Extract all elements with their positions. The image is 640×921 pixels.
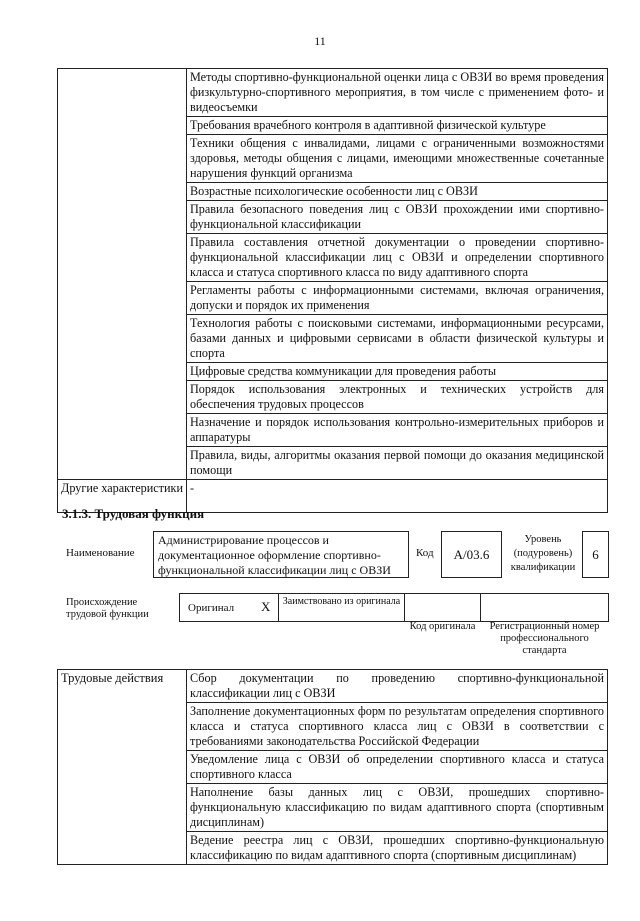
knowledge-item: Назначение и порядок использования контрольно-измерительных приборов и аппаратуры [187, 414, 608, 447]
function-name-box: Администрирование процессов и документационное оформление спортивно-функциональной классификации лиц с ОВЗИ [153, 531, 409, 578]
code-of-original-caption: Код оригинала [409, 621, 476, 632]
knowledge-item: Технология работы с поисковыми системами, информационными ресурсами, базами данных и цифровыми сервисами в области физической культуры и спорта [187, 315, 608, 363]
table-row [58, 69, 608, 117]
labor-actions-table [57, 669, 608, 865]
name-label: Наименование [66, 547, 135, 559]
page-number: 11 [314, 34, 326, 48]
empty-label-cell [58, 69, 187, 480]
knowledge-item: Цифровые средства коммуникации для проведения работы [187, 363, 608, 381]
qualification-level-box: 6 [582, 531, 609, 578]
knowledge-item: Требования врачебного контроля в адаптивной физической культуре [187, 117, 608, 135]
origin-reg-number-box [480, 593, 609, 622]
origin-borrowed-box: Заимствовано из оригинала [278, 593, 405, 622]
code-label: Код [416, 547, 434, 559]
knowledge-item: Методы спортивно-функциональной оценки лица с ОВЗИ во время проведения физкультурно-спортивного мероприятия, в том числе с применением фото- и видеосъемки [187, 69, 608, 117]
registration-number-caption: Регистрационный номер профессионального стандарта [489, 621, 600, 656]
labor-action-item: Сбор документации по проведению спортивно-функциональной классификации лиц с ОВЗИ [187, 670, 608, 703]
labor-actions-label: Трудовые действия [58, 670, 187, 865]
knowledge-item: Порядок использования электронных и технических устройств для обеспечения трудовых процессов [187, 381, 608, 414]
knowledge-item: Правила составления отчетной документации о проведении спортивно-функциональной классификации лиц с ОВЗИ и определении спортивного класса и статуса спортивного класса по виду адаптивного спорта [187, 234, 608, 282]
qualification-level-label: Уровень (подуровень) квалификации [510, 534, 576, 573]
knowledge-item: Правила безопасного поведения лиц с ОВЗИ прохождении ими спортивно-функциональной классификации [187, 201, 608, 234]
original-label: Оригинал [188, 602, 235, 614]
function-code-box: А/03.6 [441, 531, 502, 578]
original-mark: X [261, 599, 271, 614]
knowledge-item: Регламенты работы с информационными системами, включая ограничения, допуски и порядок их применения [187, 282, 608, 315]
labor-action-item: Заполнение документационных форм по результатам определения спортивного класса и статуса спортивного класса лиц с ОВЗИ в соответствии с требованиями законодательства Российской Федерации [187, 703, 608, 751]
other-characteristics-value: - [187, 480, 608, 513]
knowledge-table [57, 68, 608, 513]
knowledge-item: Техники общения с инвалидами, лицами с ограниченными возможностями здоровья, методы общения с лицами, имеющими множественные сочетанные нарушения функций организма [187, 135, 608, 183]
table-row [58, 670, 608, 703]
knowledge-item: Правила, виды, алгоритмы оказания первой помощи до оказания медицинской помощи [187, 447, 608, 480]
labor-action-item: Уведомление лица с ОВЗИ об определении спортивного класса и статуса спортивного класса [187, 751, 608, 784]
other-characteristics-label: Другие характеристики [58, 480, 187, 513]
knowledge-item: Возрастные психологические особенности лиц с ОВЗИ [187, 183, 608, 201]
origin-original-box [179, 593, 279, 622]
labor-action-item: Ведение реестра лиц с ОВЗИ, прошедших спортивно-функциональную классификацию по видам адаптивного спорта (спортивным дисциплинам) [187, 832, 608, 865]
origin-label: Происхождение трудовой функции [66, 597, 149, 620]
origin-code-box [404, 593, 481, 622]
section-title: 3.1.3. Трудовая функция [62, 506, 205, 521]
labor-action-item: Наполнение базы данных лиц с ОВЗИ, прошедших спортивно-функциональную классификацию по видам адаптивного спорта (спортивным дисциплинам) [187, 784, 608, 832]
